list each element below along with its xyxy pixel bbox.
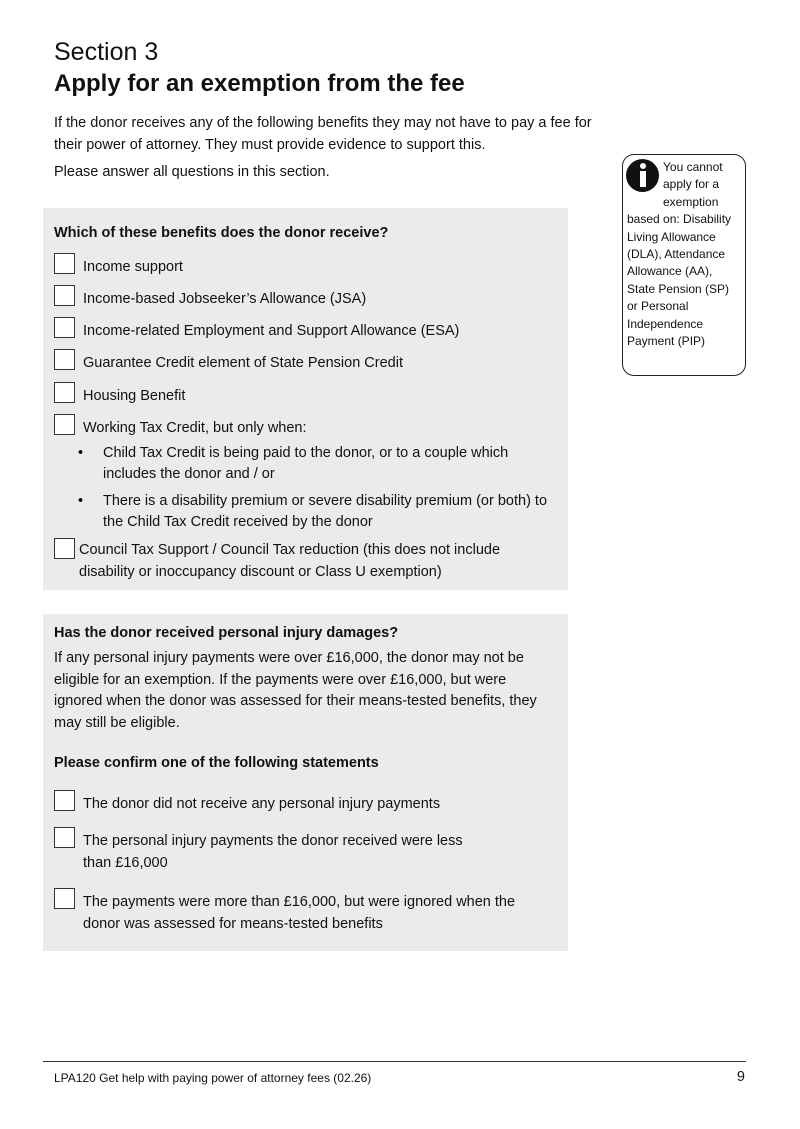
condition-item: • There is a disability premium or severe disability premium (or both) to the Child Tax Credit received by the donor — [78, 491, 548, 533]
info-icon — [626, 159, 659, 192]
statement-label: The payments were more than £16,000, but were ignored when the donor was assessed for means-tested benefits — [83, 894, 516, 932]
checkbox[interactable] — [54, 285, 75, 306]
checkbox[interactable] — [54, 414, 75, 435]
benefits-question: Which of these benefits does the donor receive? — [54, 225, 389, 241]
working-tax-credit-conditions — [78, 443, 548, 539]
statement-ignored[interactable] — [54, 888, 544, 932]
checkbox[interactable] — [54, 317, 75, 338]
instruction-text: Please answer all questions in this section. — [54, 164, 330, 180]
checkbox[interactable] — [54, 888, 75, 909]
statement-label: The personal injury payments the donor received were less than £16,000 — [83, 833, 463, 871]
checkbox[interactable] — [54, 827, 75, 848]
council-tax-label: Council Tax Support / Council Tax reduction (this does not include disability or inoccupancy discount or Class U exemption) — [79, 542, 501, 580]
option-label: Working Tax Credit, but only when: — [83, 420, 307, 436]
statement-label: The donor did not receive any personal injury payments — [83, 796, 441, 812]
option-label: Guarantee Credit element of State Pension Credit — [83, 355, 403, 371]
page-title: Apply for an exemption from the fee — [54, 70, 465, 97]
option-label: Income support — [83, 259, 183, 275]
injury-question: Has the donor received personal injury damages? — [54, 625, 399, 641]
option-council-tax[interactable] — [54, 538, 74, 562]
footer-divider — [43, 1061, 746, 1062]
option-label: Income-related Employment and Support Allowance (ESA) — [83, 323, 460, 339]
option-label: Income-based Jobseeker’s Allowance (JSA) — [83, 291, 367, 307]
confirm-title: Please confirm one of the following statements — [54, 755, 379, 771]
checkbox[interactable] — [54, 790, 75, 811]
injury-panel — [43, 614, 568, 951]
condition-item: • Child Tax Credit is being paid to the donor, or to a couple which includes the donor and / or — [78, 443, 548, 485]
section-label: Section 3 — [54, 38, 159, 66]
checkbox[interactable] — [54, 382, 75, 403]
checkbox[interactable] — [54, 253, 75, 274]
info-text: You cannot apply for a exemption based on: Disability Living Allowance (DLA), Attendance Allowance (AA), State Pension (SP) or Personal Independence Payment (PIP) — [627, 160, 732, 349]
checkbox[interactable] — [54, 349, 75, 370]
statement-less-than[interactable] — [54, 827, 514, 871]
intro-text: If the donor receives any of the following benefits they may not have to pay a fee for their power of attorney. They must provide evidence to support this. — [54, 115, 592, 153]
option-label: Housing Benefit — [83, 388, 186, 404]
checkbox[interactable] — [54, 538, 75, 559]
page-number: 9 — [736, 1069, 745, 1085]
info-box — [622, 154, 746, 376]
form-reference: LPA120 Get help with paying power of attorney fees (02.26) — [54, 1071, 372, 1085]
benefits-panel — [43, 208, 568, 590]
injury-text: If any personal injury payments were over £16,000, the donor may not be eligible for an exemption. If the payments were over £16,000, but were ignored when the donor was assessed for their means-tested benefits, they may still be eligible. — [54, 650, 537, 731]
